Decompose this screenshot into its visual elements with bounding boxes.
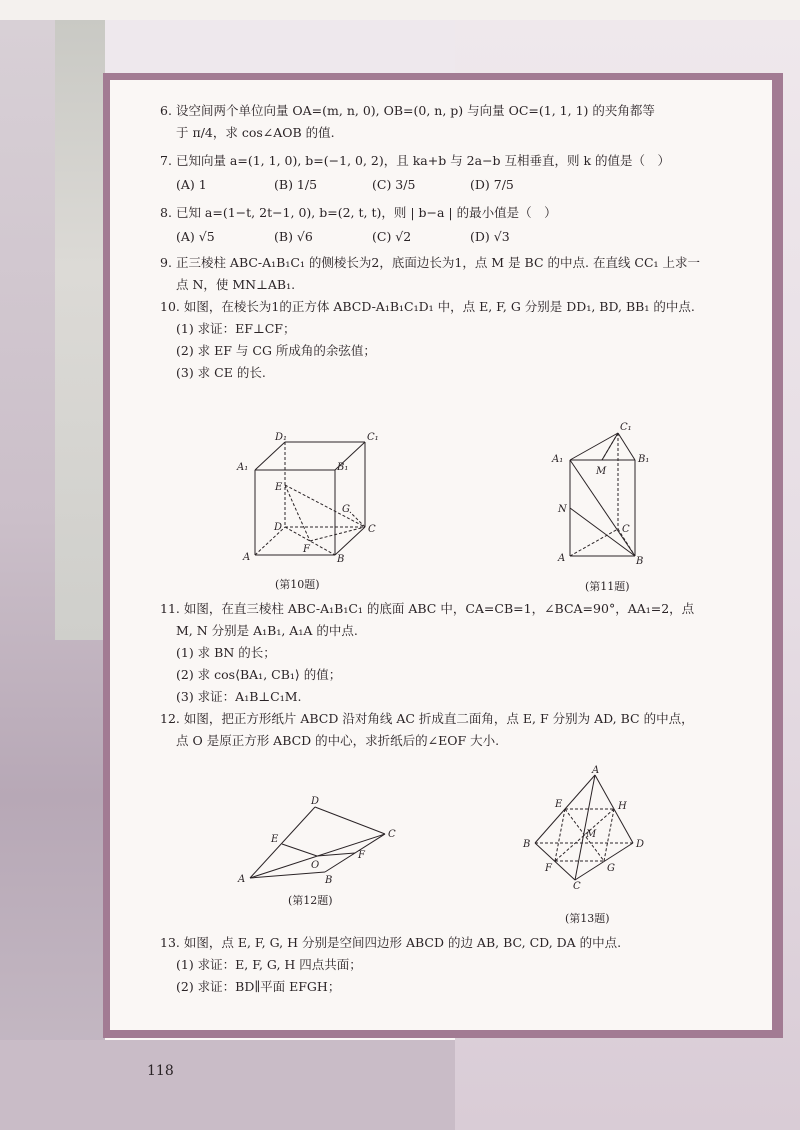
fig13-label: B: [523, 839, 531, 850]
fig12-label: C: [388, 829, 396, 840]
question-11: 11. 如图，在直三棱柱 ABC-A₁B₁C₁ 的底面 ABC 中，CA=CB=1，∠BCA=90°，AA₁=2，点: [160, 601, 695, 616]
fig11-label: N: [558, 504, 567, 515]
figure-12-folded-square: [235, 792, 405, 887]
fig13-label: M: [586, 829, 597, 840]
question-10: 10. 如图，在棱长为1的正方体 ABCD-A₁B₁C₁D₁ 中，点 E, F, G 分别是 DD₁, BD, BB₁ 的中点.: [160, 299, 695, 314]
option: (C) √2: [372, 229, 412, 244]
question-10-sub: (3) 求 CE 的长.: [176, 365, 266, 380]
page-grey-strip: [55, 20, 105, 640]
page-top-block: [105, 20, 455, 75]
fig13-label: E: [555, 799, 563, 810]
fig10-label: G: [342, 504, 350, 515]
question-13-sub: (1) 求证：E, F, G, H 四点共面；: [176, 957, 362, 972]
option: (D) √3: [470, 229, 510, 244]
page-number: 118: [147, 1063, 174, 1079]
question-10-text: 如图，在棱长为1的正方体 ABCD-A₁B₁C₁D₁ 中，点 E, F, G 分别是 DD₁, BD, BB₁ 的中点.: [183, 299, 695, 314]
question-11-sub: (1) 求 BN 的长；: [176, 645, 276, 660]
fig10-label: B: [337, 554, 345, 565]
question-9-line2: 点 N，使 MN⊥AB₁.: [176, 277, 296, 292]
fig11-label: M: [596, 466, 607, 477]
fig12-label: B: [325, 875, 333, 886]
figure-13-tetrahedron: [515, 765, 645, 890]
question-7-text: 已知向量 a=(1, 1, 0), b=(−1, 0, 2)，且 ka+b 与 2a−b 互相垂直，则 k 的值是（ ）: [175, 153, 671, 168]
content-panel: [110, 80, 772, 1030]
exercise-text: [160, 100, 750, 384]
exercise-text-3: [160, 932, 750, 998]
figure-12-caption: (第12题): [288, 894, 333, 907]
question-10-sub: (1) 求证：EF⊥CF；: [176, 321, 296, 336]
question-9-line1: 正三棱柱 ABC-A₁B₁C₁ 的侧棱长为2，底面边长为1，点 M 是 BC 的中点. 在直线 CC₁ 上求一: [175, 255, 701, 270]
question-12: 12. 如图，把正方形纸片 ABCD 沿对角线 AC 折成直二面角，点 E, F 分别为 AD, BC 的中点，: [160, 711, 694, 726]
figure-11-prism: [550, 418, 660, 568]
option: (B) √6: [274, 229, 313, 244]
fig11-label: A₁: [552, 454, 564, 465]
question-11-line1: 如图，在直三棱柱 ABC-A₁B₁C₁ 的底面 ABC 中，CA=CB=1，∠BCA=90°，AA₁=2，点: [183, 601, 695, 616]
question-12-line2: 点 O 是原正方形 ABCD 的中心，求折纸后的∠EOF 大小.: [176, 733, 500, 748]
fig13-label: C: [573, 881, 581, 892]
fig13-label: F: [545, 863, 552, 874]
fig10-label: C: [368, 524, 376, 535]
fig12-label: F: [358, 850, 365, 861]
fig11-label: C₁: [620, 422, 632, 433]
fig11-label: A: [558, 553, 566, 564]
question-7-options: [160, 174, 750, 196]
question-11-sub: (3) 求证：A₁B⊥C₁M.: [176, 689, 302, 704]
page-bottom-block: [0, 1040, 455, 1130]
question-10-sub: (2) 求 EF 与 CG 所成角的余弦值；: [176, 343, 376, 358]
fig13-label: D: [636, 839, 645, 850]
question-8-options: [160, 226, 750, 248]
fig13-label: H: [618, 801, 627, 812]
fig12-label: E: [271, 834, 279, 845]
option: (A) √5: [176, 229, 215, 244]
fig10-label: B₁: [337, 462, 349, 473]
figure-10-cube: [235, 430, 379, 565]
question-6: 6. 设空间两个单位向量 OA=(m, n, 0), OB=(0, n, p) 与向量 OC=(1, 1, 1) 的夹角都等: [160, 103, 655, 118]
option: (D) 7/5: [470, 177, 514, 192]
fig10-label: F: [303, 544, 310, 555]
question-13-sub: (2) 求证：BD∥平面 EFGH；: [176, 979, 341, 994]
exercise-text-2: [160, 598, 750, 752]
fig12-label: O: [311, 860, 320, 871]
fig13-label: G: [607, 863, 615, 874]
question-8-text: 已知 a=(1−t, 2t−1, 0), b=(2, t, t)，则 | b−a | 的最小值是（ ）: [175, 205, 557, 220]
fig11-label: B₁: [638, 454, 650, 465]
question-6-line1: 设空间两个单位向量 OA=(m, n, 0), OB=(0, n, p) 与向量 OC=(1, 1, 1) 的夹角都等: [175, 103, 655, 118]
fig10-label: D₁: [275, 432, 288, 443]
fig11-label: C: [622, 524, 630, 535]
fig12-label: D: [311, 796, 320, 807]
fig10-label: A: [243, 552, 251, 563]
fig13-label: A: [592, 765, 600, 776]
figure-10-caption: (第10题): [275, 578, 320, 591]
option: (B) 1/5: [274, 177, 318, 192]
option: (C) 3/5: [372, 177, 416, 192]
fig10-label: D: [274, 522, 283, 533]
question-8: 8. 已知 a=(1−t, 2t−1, 0), b=(2, t, t)，则 | b−a | 的最小值是（ ）: [160, 205, 557, 220]
question-13-text: 如图，点 E, F, G, H 分别是空间四边形 ABCD 的边 AB, BC, CD, DA 的中点.: [183, 935, 622, 950]
fig10-label: C₁: [367, 432, 379, 443]
question-6-line2: 于 π/4，求 cos∠AOB 的值.: [176, 125, 335, 140]
question-7: 7. 已知向量 a=(1, 1, 0), b=(−1, 0, 2)，且 ka+b 与 2a−b 互相垂直，则 k 的值是（ ）: [160, 153, 671, 168]
question-9: 9. 正三棱柱 ABC-A₁B₁C₁ 的侧棱长为2，底面边长为1，点 M 是 BC 的中点. 在直线 CC₁ 上求一: [160, 255, 701, 270]
question-13: 13. 如图，点 E, F, G, H 分别是空间四边形 ABCD 的边 AB, BC, CD, DA 的中点.: [160, 935, 622, 950]
page-top-band: [0, 0, 800, 20]
figure-11-caption: (第11题): [585, 580, 630, 593]
figure-13-caption: (第13题): [565, 912, 610, 925]
fig10-label: A₁: [237, 462, 249, 473]
question-11-sub: (2) 求 cos⟨BA₁, CB₁⟩ 的值；: [176, 667, 342, 682]
fig11-label: B: [636, 556, 644, 567]
question-11-line2: M, N 分别是 A₁B₁, A₁A 的中点.: [176, 623, 358, 638]
fig10-label: E: [275, 482, 283, 493]
fig12-label: A: [238, 874, 246, 885]
question-12-line1: 如图，把正方形纸片 ABCD 沿对角线 AC 折成直二面角，点 E, F 分别为 AD, BC 的中点，: [183, 711, 694, 726]
option: (A) 1: [176, 177, 207, 192]
